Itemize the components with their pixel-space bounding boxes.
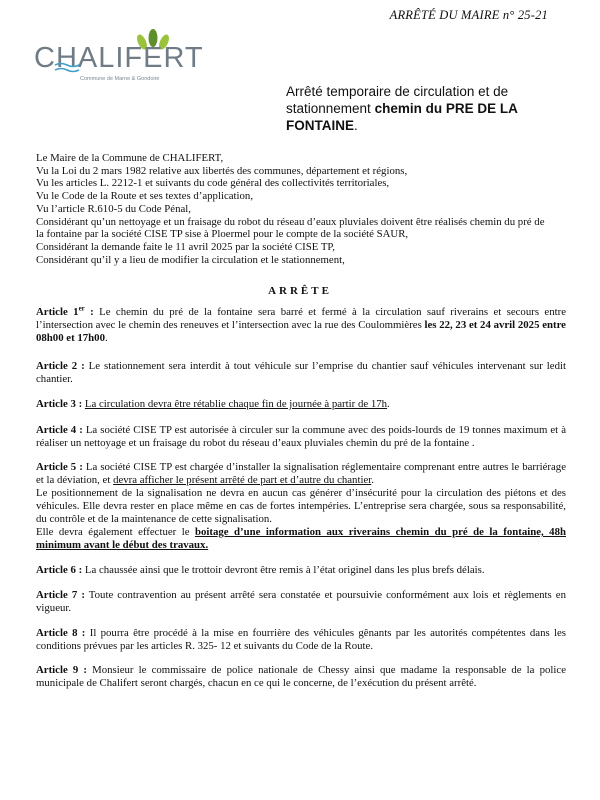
preamble-line: Considérant qu’un nettoyage et un fraisage du robot du réseau d’eaux pluviales doivent être réalisés chemin du pré de bbox=[36, 215, 545, 228]
article-3-end: . bbox=[387, 398, 390, 410]
logo-tagline: Commune de Marne & Gondoire bbox=[80, 76, 160, 82]
article-5-label: Article 5 : bbox=[36, 461, 83, 473]
preamble-line: Considérant qu’il y a lieu de modifier la circulation et le stationnement, bbox=[36, 253, 345, 266]
waves-icon bbox=[54, 62, 80, 74]
article-5-underlined: devra afficher le présent arrêté de part et d’autre du chantier bbox=[113, 474, 372, 486]
title-line-2-suffix: . bbox=[354, 118, 358, 133]
article-2-text: Le stationnement sera interdit à tout véhicule sur l’emprise du chantier sauf véhicules intervenant sur ledit chantier. bbox=[36, 360, 566, 385]
logo-wordmark: CHALIFERT bbox=[34, 42, 204, 74]
preamble-line: Considérant la demande faite le 11 avril 2025 par la société CISE TP, bbox=[36, 240, 335, 253]
article-8-label: Article 8 : bbox=[36, 627, 86, 639]
preamble-line: la fontaine par la société CISE TP sise à Ploermel pour le compte de la société SAUR, bbox=[36, 228, 409, 241]
article-1-text: Le chemin du pré de la fontaine sera barré et fermé à la circulation sauf riverains et secours entre l’intersection avec le chemin des reneuves et l’intersection avec la rue des Coulommières bbox=[36, 306, 566, 331]
article-8-text: Il pourra être procédé à la mise en fourrière des véhicules gênants par les autorités compétentes dans les conditions prévues par les articles R. 325- 12 et suivants du Code de la Route. bbox=[36, 627, 566, 652]
preamble-line: Vu la Loi du 2 mars 1982 relative aux libertés des communes, département et régions, bbox=[36, 164, 408, 177]
title-line-2-prefix: stationnement bbox=[286, 101, 375, 116]
article-3 bbox=[36, 398, 566, 411]
article-7-label: Article 7 : bbox=[36, 589, 85, 601]
article-7 bbox=[36, 589, 566, 615]
article-1-dates: les 22, 23 et 24 avril 2025 entre 08h00 et 17h00 bbox=[36, 319, 566, 344]
article-4-label: Article 4 : bbox=[36, 424, 83, 436]
title-line-1: Arrêté temporaire de circulation et de bbox=[286, 84, 509, 99]
document-title bbox=[286, 83, 586, 134]
article-1-label-text: Article 1 bbox=[36, 306, 79, 318]
commune-logo bbox=[34, 28, 204, 88]
article-4-text: La société CISE TP est autorisée à circuler sur la commune avec des poids-lourds de 19 tonnes maximum et à réaliser un nettoyage et un fraisage du robot du réseau d’eaux pluviales chemin du pré de la fontaine . bbox=[36, 424, 566, 449]
preamble-line: Vu l’article R.610-5 du Code Pénal, bbox=[36, 202, 191, 215]
article-5-p3 bbox=[36, 526, 566, 552]
article-5 bbox=[36, 461, 566, 552]
article-5-p3-emphasis: boitage d’une information aux riverains chemin du pré de la fontaine, 48h minimum avant le début des travaux. bbox=[36, 526, 566, 551]
article-1-sep: : bbox=[84, 306, 100, 318]
article-1-end: . bbox=[104, 332, 108, 344]
article-6-text: La chaussée ainsi que le trottoir devront être remis à l’état originel dans les plus brefs délais. bbox=[82, 564, 485, 576]
article-2 bbox=[36, 360, 566, 386]
article-1-label bbox=[36, 306, 99, 318]
preamble-line: Vu les articles L. 2212-1 et suivants du code général des collectivités territoriales, bbox=[36, 177, 390, 190]
article-9-text: Monsieur le commissaire de police nationale de Chessy ainsi que madame la responsable de la police municipale de Chalifert seront chargés, chacun en ce qui le concerne, de l’exécution du présent arrêté. bbox=[36, 664, 566, 689]
article-4 bbox=[36, 424, 566, 450]
article-3-label: Article 3 : bbox=[36, 398, 83, 410]
article-5-text: La société CISE TP est chargée d’installer la signalisation réglementaire comprenant entre autres le barriérage et la déviation, et bbox=[36, 461, 566, 486]
article-5-p2: Le positionnement de la signalisation ne devra en aucun cas générer d’insécurité pour la circulation des piétons et des véhicules. Elle devra rester en place même en cas de fortes intempéries. L’entreprise sera chargée, sous sa responsabilité, du contrôle et de la maintenance de cette signalisation. bbox=[36, 487, 566, 525]
article-3-underlined: La circulation devra être rétablie chaque fin de journée à partir de 17h bbox=[84, 398, 388, 410]
article-9 bbox=[36, 664, 566, 690]
article-2-label: Article 2 : bbox=[36, 360, 85, 372]
title-line-2 bbox=[286, 100, 586, 134]
article-9-label: Article 9 : bbox=[36, 664, 88, 676]
preamble-line: Vu le Code de la Route et ses textes d’application, bbox=[36, 190, 254, 203]
article-6 bbox=[36, 564, 566, 577]
article-5-text-end: . bbox=[371, 474, 374, 486]
decree-reference: ARRÊTÉ DU MAIRE n° 25-21 bbox=[389, 8, 548, 22]
arrete-heading: ARRÊTE bbox=[268, 285, 332, 297]
article-8 bbox=[36, 627, 566, 653]
article-1-sup: er bbox=[78, 304, 85, 313]
article-5-p1 bbox=[36, 461, 566, 487]
preamble-line: Le Maire de la Commune de CHALIFERT, bbox=[36, 152, 224, 164]
article-6-label: Article 6 : bbox=[36, 564, 83, 576]
article-5-p3-prefix: Elle devra également effectuer le bbox=[36, 526, 195, 538]
article-1 bbox=[36, 306, 566, 345]
title-line-2-bold: chemin du PRE DE LA FONTAINE bbox=[286, 101, 518, 133]
preamble bbox=[36, 152, 576, 266]
article-7-text: Toute contravention au présent arrêté sera constatée et poursuivie conformément aux lois et règlements en vigueur. bbox=[36, 589, 566, 614]
